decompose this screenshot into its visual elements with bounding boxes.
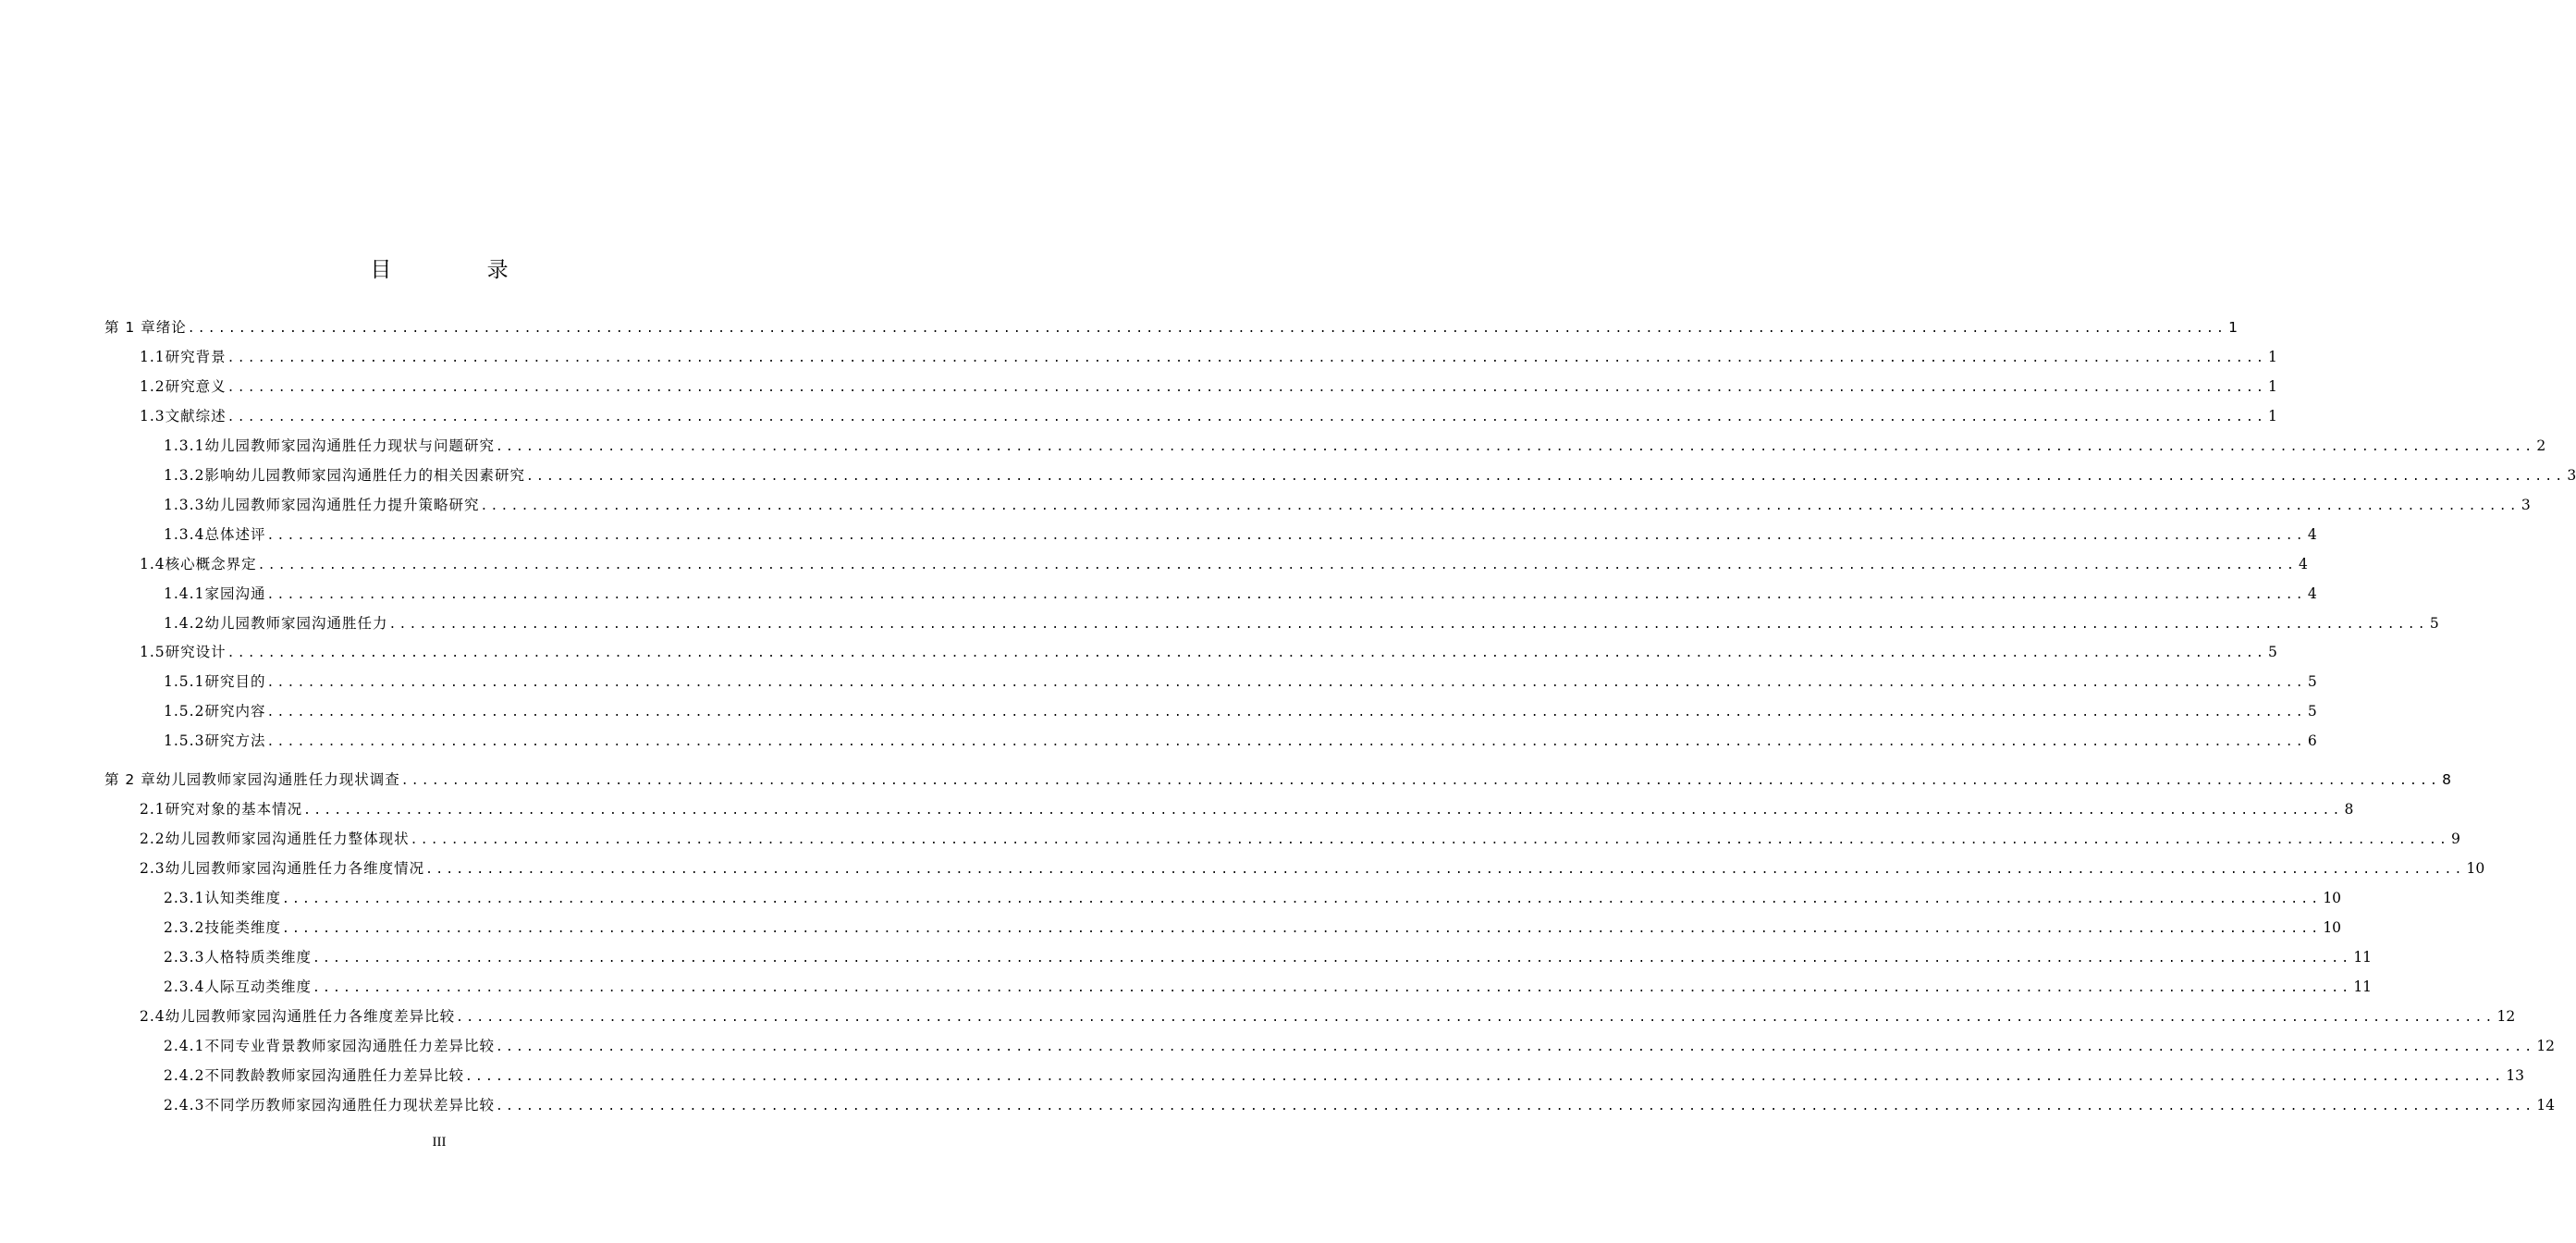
toc-subsection-entry[interactable] (164, 494, 2531, 516)
toc-entry-page: 6 (2307, 732, 2317, 749)
toc-entry-page: 10 (2323, 919, 2342, 936)
toc-entry-title: 人际互动类维度 (204, 978, 312, 995)
toc-subsection-entry[interactable] (164, 976, 2373, 998)
toc-entry-number: 2.3.3 (164, 949, 205, 966)
toc-entry-title: 幼儿园教师家园沟通胜任力现状调查 (155, 771, 400, 788)
toc-dot-leader: ........................................................................................................................................................................................................ (266, 588, 2306, 602)
toc-chapter-entry[interactable] (104, 769, 2451, 791)
toc-entry-page: 3 (2567, 467, 2576, 484)
toc-subsection-entry[interactable] (164, 671, 2317, 693)
toc-entry-number: 1.5.1 (164, 673, 205, 690)
toc-entry-title: 人格特质类维度 (204, 949, 312, 966)
toc-entry-page: 8 (2442, 771, 2451, 788)
toc-entry-title: 研究对象的基本情况 (165, 801, 303, 818)
toc-dot-leader: ........................................................................................................................................................................................................ (464, 1070, 2505, 1084)
toc-entry-number: 1.3.4 (164, 526, 205, 543)
toc-subsection-entry[interactable] (164, 435, 2546, 457)
toc-dot-leader: ........................................................................................................................................................................................................ (281, 922, 2322, 936)
toc-entry-number: 1.5.3 (164, 732, 205, 749)
toc-entry-number: 第 2 章 (104, 771, 156, 788)
toc-entry-title: 家园沟通 (204, 585, 266, 602)
toc-dot-leader: ........................................................................................................................................................................................................ (495, 1100, 2535, 1114)
toc-subsection-entry[interactable] (164, 1065, 2525, 1087)
toc-dot-leader: ........................................................................................................................................................................................................ (266, 676, 2306, 690)
toc-dot-leader: ........................................................................................................................................................................................................ (227, 351, 2267, 365)
toc-dot-leader: ........................................................................................................................................................................................................ (525, 470, 2566, 484)
toc-entry-number: 2.4 (140, 1008, 166, 1025)
toc-dot-leader: ........................................................................................................................................................................................................ (312, 952, 2352, 966)
toc-dot-leader: ........................................................................................................................................................................................................ (410, 833, 2450, 847)
toc-entry-page: 11 (2353, 978, 2373, 995)
toc-entry-title: 研究设计 (165, 644, 227, 660)
toc-entry-number: 2.1 (140, 801, 166, 818)
toc-entry-number: 2.3.4 (164, 978, 205, 995)
toc-entry-page: 10 (2323, 890, 2342, 906)
toc-dot-leader: ........................................................................................................................................................................................................ (388, 618, 2428, 632)
toc-dot-leader: ........................................................................................................................................................................................................ (303, 804, 2343, 818)
toc-section-entry[interactable] (140, 857, 2485, 880)
toc-entry-number: 1.3.1 (164, 437, 205, 454)
toc-section-entry[interactable] (140, 405, 2277, 427)
toc-entry-number: 2.3 (140, 860, 166, 877)
toc-entry-title: 研究目的 (204, 673, 266, 690)
toc-dot-leader: ........................................................................................................................................................................................................ (266, 735, 2306, 749)
toc-entry-title: 研究方法 (204, 732, 266, 749)
toc-dot-leader: ........................................................................................................................................................................................................ (425, 863, 2465, 877)
toc-chapter-entry[interactable] (104, 316, 2238, 338)
toc-entry-page: 1 (2228, 319, 2238, 336)
toc-dot-leader: ........................................................................................................................................................................................................ (266, 529, 2306, 543)
toc-entry-page: 1 (2268, 408, 2277, 425)
toc-entry-number: 2.2 (140, 831, 166, 847)
toc-entry-number: 1.4 (140, 556, 166, 572)
toc-entry-page: 13 (2506, 1067, 2525, 1084)
toc-entry-number: 1.1 (140, 349, 166, 365)
toc-entry-title: 不同教龄教师家园沟通胜任力差异比较 (204, 1067, 464, 1084)
toc-entry-title: 不同专业背景教师家园沟通胜任力差异比较 (204, 1038, 495, 1054)
toc-entry-number: 2.4.1 (164, 1038, 205, 1054)
toc-dot-leader: ........................................................................................................................................................................................................ (495, 1040, 2535, 1054)
toc-subsection-entry[interactable] (164, 917, 2342, 939)
toc-dot-leader: ........................................................................................................................................................................................................ (266, 706, 2306, 720)
toc-entry-number: 2.3.1 (164, 890, 205, 906)
toc-entry-page: 8 (2344, 801, 2354, 818)
toc-entry-title: 幼儿园教师家园沟通胜任力现状与问题研究 (204, 437, 495, 454)
toc-dot-leader: ........................................................................................................................................................................................................ (257, 559, 2298, 572)
toc-dot-leader: ........................................................................................................................................................................................................ (187, 322, 2227, 336)
toc-entry-page: 14 (2536, 1097, 2556, 1114)
toc-entry-page: 3 (2521, 497, 2531, 513)
toc-dot-leader: ........................................................................................................................................................................................................ (227, 411, 2267, 425)
toc-entry-page: 1 (2268, 349, 2277, 365)
toc-entry-page: 5 (2429, 615, 2439, 632)
toc-section-entry[interactable] (140, 346, 2277, 368)
toc-entry-number: 1.2 (140, 378, 166, 395)
toc-dot-leader: ........................................................................................................................................................................................................ (312, 981, 2352, 995)
toc-entry-page: 4 (2307, 526, 2317, 543)
toc-entry-page: 5 (2268, 644, 2277, 660)
toc-entry-page: 1 (2268, 378, 2277, 395)
toc-section-entry[interactable] (140, 553, 2308, 575)
toc-entry-number: 2.4.3 (164, 1097, 205, 1114)
toc-entry-page: 5 (2307, 703, 2317, 720)
toc-entry-page: 9 (2451, 831, 2460, 847)
toc-entry-page: 10 (2466, 860, 2485, 877)
toc-entry-page: 4 (2307, 585, 2317, 602)
toc-entry-page: 2 (2536, 437, 2546, 454)
toc-entry-title: 核心概念界定 (165, 556, 257, 572)
toc-subsection-entry[interactable] (164, 1035, 2556, 1057)
toc-entry-number: 1.5 (140, 644, 166, 660)
toc-entry-page: 5 (2307, 673, 2317, 690)
toc-entry-page: 12 (2496, 1008, 2516, 1025)
toc-entry-number: 1.4.2 (164, 615, 205, 632)
toc-entry-page: 4 (2299, 556, 2308, 572)
toc-entry-number: 1.3.3 (164, 497, 205, 513)
toc-section-entry[interactable] (140, 798, 2354, 820)
toc-entry-title: 总体述评 (204, 526, 266, 543)
toc-entry-title: 研究意义 (165, 378, 227, 395)
toc-entry-number: 1.4.1 (164, 585, 205, 602)
toc-entry-title: 幼儿园教师家园沟通胜任力各维度差异比较 (165, 1008, 456, 1025)
toc-title: 目 录 (370, 258, 553, 282)
page-number: III (432, 1135, 447, 1150)
toc-subsection-entry[interactable] (164, 583, 2317, 605)
toc-section-entry[interactable] (140, 828, 2460, 850)
toc-dot-leader: ........................................................................................................................................................................................................ (227, 646, 2267, 660)
toc-dot-leader: ........................................................................................................................................................................................................ (281, 892, 2322, 906)
toc-entry-title: 认知类维度 (204, 890, 281, 906)
toc-subsection-entry[interactable] (164, 464, 2576, 486)
toc-entry-title: 技能类维度 (204, 919, 281, 936)
toc-subsection-entry[interactable] (164, 523, 2317, 546)
toc-entry-page: 11 (2353, 949, 2373, 966)
toc-subsection-entry[interactable] (164, 887, 2342, 909)
toc-entry-title: 幼儿园教师家园沟通胜任力整体现状 (165, 831, 410, 847)
toc-entry-title: 不同学历教师家园沟通胜任力现状差异比较 (204, 1097, 495, 1114)
toc-dot-leader: ........................................................................................................................................................................................................ (456, 1011, 2496, 1025)
toc-entry-title: 影响幼儿园教师家园沟通胜任力的相关因素研究 (204, 467, 525, 484)
toc-section-entry[interactable] (140, 641, 2277, 663)
toc-subsection-entry[interactable] (164, 700, 2317, 722)
toc-entry-number: 1.3.2 (164, 467, 205, 484)
toc-entry-number: 1.5.2 (164, 703, 205, 720)
toc-section-entry[interactable] (140, 1005, 2516, 1028)
toc-dot-leader: ........................................................................................................................................................................................................ (400, 774, 2441, 788)
toc-dot-leader: ........................................................................................................................................................................................................ (495, 440, 2535, 454)
toc-entry-number: 第 1 章 (104, 319, 156, 336)
toc-entry-title: 幼儿园教师家园沟通胜任力 (204, 615, 388, 632)
toc-entry-title: 研究背景 (165, 349, 227, 365)
toc-entry-number: 1.3 (140, 408, 166, 425)
toc-dot-leader: ........................................................................................................................................................................................................ (480, 499, 2520, 513)
toc-entry-number: 2.4.2 (164, 1067, 205, 1084)
toc-dot-leader: ........................................................................................................................................................................................................ (227, 381, 2267, 395)
toc-entry-title: 研究内容 (204, 703, 266, 720)
toc-entry-title: 幼儿园教师家园沟通胜任力各维度情况 (165, 860, 425, 877)
toc-entry-number: 2.3.2 (164, 919, 205, 936)
toc-subsection-entry[interactable] (164, 1094, 2556, 1116)
toc-subsection-entry[interactable] (164, 730, 2317, 752)
toc-subsection-entry[interactable] (164, 612, 2439, 634)
toc-entry-title: 幼儿园教师家园沟通胜任力提升策略研究 (204, 497, 480, 513)
toc-subsection-entry[interactable] (164, 946, 2373, 968)
toc-entry-page: 12 (2536, 1038, 2556, 1054)
toc-entry-title: 绪论 (155, 319, 187, 336)
toc-entry-title: 文献综述 (165, 408, 227, 425)
toc-section-entry[interactable] (140, 375, 2277, 398)
